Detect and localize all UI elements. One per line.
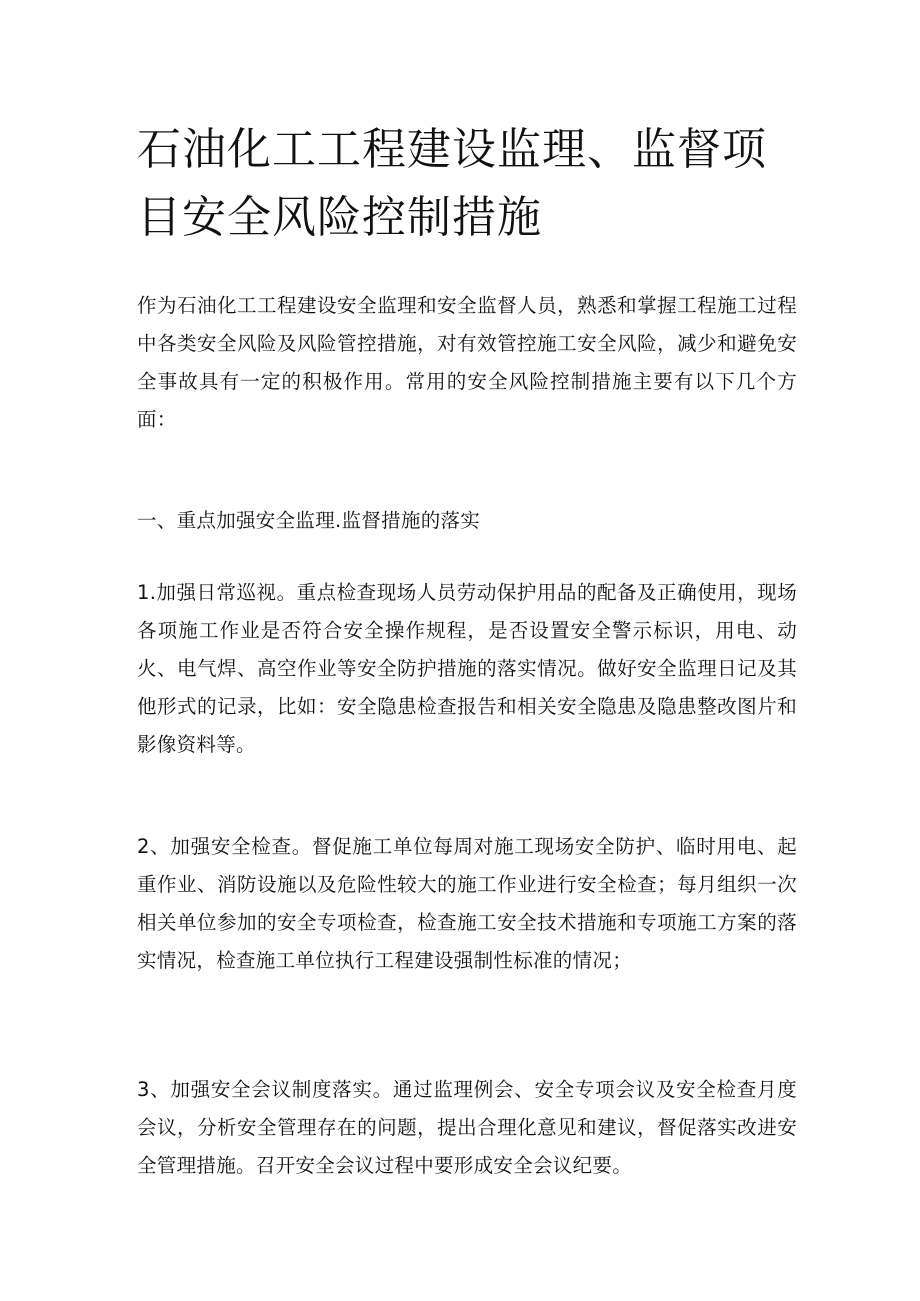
document-title: 石油化工工程建设监理、监督项目安全风险控制措施	[137, 124, 767, 243]
list-item: 3、加强安全会议制度落实。通过监理例会、安全专项会议及安全检查月度会议，分析安全管理存在的问题，提出合理化意见和建议，督促落实改进安全管理措施。召开安全会议过程中要形成安全会议纪要。	[137, 1078, 797, 1177]
list-item: 2、加强安全检查。督促施工单位每周对施工现场安全防护、临时用电、起重作业、消防设施以及危险性较大的施工作业进行安全检查；每月组织一次相关单位参加的安全专项检查，检查施工安全技术措施和专项施工方案的落实情况，检查施工单位执行工程建设强制性标准的情况；	[137, 835, 797, 972]
section-heading: 一、重点加强安全监理.监督措施的落实	[137, 509, 481, 532]
intro-paragraph: 作为石油化工工程建设安全监理和安全监督人员，熟悉和掌握工程施工过程中各类安全风险及风险管控措施，对有效管控施工安全风险，减少和避免安全事故具有一定的积极作用。常用的安全风险控制措施主要有以下几个方面：	[137, 294, 797, 431]
list-item: 1.加强日常巡视。重点检查现场人员劳动保护用品的配备及正确使用，现场各项施工作业是否符合安全操作规程，是否设置安全警示标识，用电、动火、电气焊、高空作业等安全防护措施的落实情况。做好安全监理日记及其他形式的记录，比如：安全隐患检查报告和相关安全隐患及隐患整改图片和影像资料等。	[137, 581, 797, 756]
